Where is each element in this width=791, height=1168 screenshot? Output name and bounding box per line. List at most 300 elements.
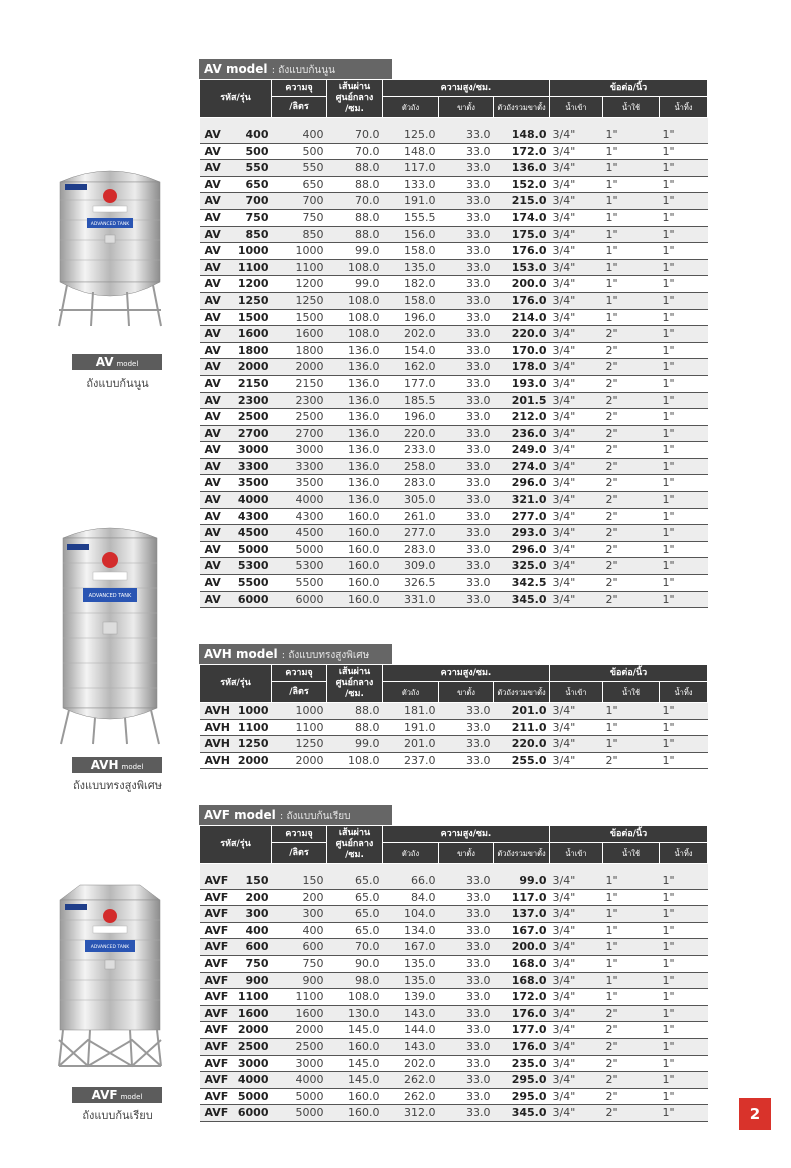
inlet-cell: 3/4": [550, 889, 603, 906]
leg-height-cell: 33.0: [439, 375, 494, 392]
model-prefix: AV: [204, 426, 221, 440]
model-prefix: AV: [204, 244, 221, 258]
leg-height-cell: 33.0: [439, 1022, 494, 1039]
col-height-body: ตัวถัง: [383, 843, 439, 864]
model-code-cell: [200, 209, 272, 226]
avh-table-body: [200, 703, 708, 769]
capacity-cell: 150: [272, 873, 327, 889]
diameter-cell: 136.0: [327, 492, 383, 509]
drain-cell: 1": [660, 1105, 708, 1122]
model-prefix: AVF: [204, 973, 229, 987]
model-prefix: AV: [204, 509, 221, 523]
leg-height-cell: 33.0: [439, 1038, 494, 1055]
body-height-cell: 201.0: [383, 736, 439, 753]
drain-cell: 1": [660, 1022, 708, 1039]
table-row: [200, 1022, 708, 1039]
model-code-cell: [200, 425, 272, 442]
diameter-cell: 136.0: [327, 442, 383, 459]
capacity-cell: 1200: [272, 276, 327, 293]
outlet-cell: 1": [603, 889, 660, 906]
drain-cell: 1": [660, 209, 708, 226]
diameter-cell: 108.0: [327, 752, 383, 769]
body-height-cell: 104.0: [383, 906, 439, 923]
diameter-cell: 88.0: [327, 226, 383, 243]
drain-cell: 1": [660, 873, 708, 889]
avh-caption-model: AVH: [90, 758, 119, 772]
total-height-cell: 220.0: [494, 326, 550, 343]
leg-height-cell: 33.0: [439, 226, 494, 243]
total-height-cell: 277.0: [494, 508, 550, 525]
outlet-cell: 2": [603, 392, 660, 409]
capacity-cell: 1100: [272, 719, 327, 736]
table-row: [200, 492, 708, 509]
model-code-cell: [200, 259, 272, 276]
table-row: [200, 1105, 708, 1122]
table-row: [200, 475, 708, 492]
table-row: [200, 276, 708, 293]
table-row: [200, 1072, 708, 1089]
table-row: [200, 458, 708, 475]
body-height-cell: 135.0: [383, 972, 439, 989]
outlet-cell: 2": [603, 508, 660, 525]
model-code-cell: [200, 243, 272, 260]
diameter-cell: 160.0: [327, 525, 383, 542]
inlet-cell: 3/4": [550, 1088, 603, 1105]
col-drain: น้ำทิ้ง: [660, 843, 708, 864]
model-number: 2300: [237, 393, 269, 407]
leg-height-cell: 33.0: [439, 243, 494, 260]
leg-height-cell: 33.0: [439, 906, 494, 923]
inlet-cell: 3/4": [550, 492, 603, 509]
col-diameter-unit: /ซม.: [345, 689, 364, 699]
avh-section: [199, 644, 707, 769]
table-row: [200, 143, 708, 160]
body-height-cell: 154.0: [383, 342, 439, 359]
model-prefix: AVF: [204, 1089, 229, 1103]
diameter-cell: 160.0: [327, 591, 383, 608]
body-height-cell: 117.0: [383, 160, 439, 177]
total-height-cell: 99.0: [494, 873, 550, 889]
inlet-cell: 3/4": [550, 309, 603, 326]
diameter-cell: 88.0: [327, 209, 383, 226]
leg-height-cell: 33.0: [439, 292, 494, 309]
leg-height-cell: 33.0: [439, 326, 494, 343]
drain-cell: 1": [660, 736, 708, 753]
model-code-cell: [200, 226, 272, 243]
leg-height-cell: 33.0: [439, 939, 494, 956]
avf-caption-text: ถังแบบก้นเรียบ: [82, 1109, 153, 1122]
capacity-cell: 900: [272, 972, 327, 989]
leg-height-cell: 33.0: [439, 409, 494, 426]
drain-cell: 1": [660, 425, 708, 442]
leg-height-cell: 33.0: [439, 276, 494, 293]
model-prefix: AVF: [204, 990, 229, 1004]
diameter-cell: 136.0: [327, 375, 383, 392]
diameter-cell: 108.0: [327, 259, 383, 276]
drain-cell: 1": [660, 127, 708, 143]
page-number-badge: 2: [739, 1098, 771, 1130]
model-number: 1250: [237, 737, 269, 751]
diameter-cell: 160.0: [327, 508, 383, 525]
diameter-cell: 108.0: [327, 309, 383, 326]
tank-brand-text: ADVANCED TANK: [88, 593, 132, 599]
drain-cell: 1": [660, 889, 708, 906]
table-row: [200, 1038, 708, 1055]
drain-cell: 1": [660, 525, 708, 542]
body-height-cell: 66.0: [383, 873, 439, 889]
leg-height-cell: 33.0: [439, 719, 494, 736]
model-prefix: AVF: [204, 1039, 229, 1053]
outlet-cell: 2": [603, 1022, 660, 1039]
total-height-cell: 170.0: [494, 342, 550, 359]
capacity-cell: 5300: [272, 558, 327, 575]
table-row: [200, 752, 708, 769]
model-code-cell: [200, 575, 272, 592]
model-code-cell: [200, 939, 272, 956]
inlet-cell: 3/4": [550, 525, 603, 542]
outlet-cell: 2": [603, 1038, 660, 1055]
capacity-cell: 1000: [272, 703, 327, 720]
model-number: 1250: [237, 293, 269, 307]
table-row: [200, 939, 708, 956]
table-row: [200, 292, 708, 309]
table-row: [200, 906, 708, 923]
col-height-total: ตัวถังรวมขาตั้ง: [494, 843, 550, 864]
outlet-cell: 1": [603, 193, 660, 210]
total-height-cell: 235.0: [494, 1055, 550, 1072]
diameter-cell: 160.0: [327, 541, 383, 558]
model-prefix: AV: [204, 410, 221, 424]
drain-cell: 1": [660, 409, 708, 426]
capacity-cell: 2000: [272, 1022, 327, 1039]
body-height-cell: 196.0: [383, 309, 439, 326]
body-height-cell: 156.0: [383, 226, 439, 243]
col-height-total: ตัวถังรวมขาตั้ง: [494, 97, 550, 118]
body-height-cell: 262.0: [383, 1072, 439, 1089]
col-diameter: เส้นผ่านศูนย์กลาง: [335, 828, 374, 849]
drain-cell: 1": [660, 442, 708, 459]
leg-height-cell: 33.0: [439, 972, 494, 989]
capacity-cell: 2500: [272, 1038, 327, 1055]
outlet-cell: 1": [603, 292, 660, 309]
capacity-cell: 700: [272, 193, 327, 210]
avf-spec-table: [199, 825, 708, 1122]
inlet-cell: 3/4": [550, 1072, 603, 1089]
col-fittings-group: ข้อต่อ/นิ้ว: [550, 80, 708, 97]
body-height-cell: 202.0: [383, 326, 439, 343]
body-height-cell: 233.0: [383, 442, 439, 459]
model-code-cell: [200, 1038, 272, 1055]
av-caption-box: [72, 354, 162, 370]
outlet-cell: 1": [603, 127, 660, 143]
capacity-cell: 4300: [272, 508, 327, 525]
capacity-cell: 5500: [272, 575, 327, 592]
col-height-group: ความสูง/ซม.: [383, 826, 550, 843]
inlet-cell: 3/4": [550, 209, 603, 226]
diameter-cell: 88.0: [327, 176, 383, 193]
table-row: [200, 359, 708, 376]
outlet-cell: 2": [603, 1105, 660, 1122]
leg-height-cell: 33.0: [439, 1005, 494, 1022]
outlet-cell: 2": [603, 475, 660, 492]
tank-brand-text: ADVANCED TANK: [90, 222, 130, 227]
capacity-cell: 1600: [272, 1005, 327, 1022]
model-number: 2700: [237, 426, 269, 440]
table-row: [200, 955, 708, 972]
tank-brand-text: ADVANCED TANK: [90, 945, 130, 950]
avf-tank-image: [55, 880, 165, 1070]
col-capacity: ความจุ: [272, 665, 327, 682]
model-prefix: AVF: [204, 874, 229, 887]
model-code-cell: [200, 955, 272, 972]
capacity-cell: 400: [272, 922, 327, 939]
leg-height-cell: 33.0: [439, 342, 494, 359]
model-number: 200: [245, 890, 269, 904]
inlet-cell: 3/4": [550, 541, 603, 558]
model-code-cell: [200, 176, 272, 193]
total-height-cell: 214.0: [494, 309, 550, 326]
inlet-cell: 3/4": [550, 326, 603, 343]
inlet-cell: 3/4": [550, 906, 603, 923]
inlet-cell: 3/4": [550, 259, 603, 276]
model-prefix: AV: [204, 128, 221, 141]
avf-section: [199, 805, 707, 1122]
drain-cell: 1": [660, 309, 708, 326]
body-height-cell: 135.0: [383, 259, 439, 276]
drain-cell: 1": [660, 906, 708, 923]
capacity-cell: 1250: [272, 292, 327, 309]
table-row: [200, 392, 708, 409]
total-height-cell: 325.0: [494, 558, 550, 575]
model-prefix: AV: [204, 293, 221, 307]
table-row: [200, 736, 708, 753]
diameter-cell: 88.0: [327, 719, 383, 736]
diameter-cell: 136.0: [327, 342, 383, 359]
model-number: 2000: [237, 1023, 269, 1037]
outlet-cell: 2": [603, 326, 660, 343]
outlet-cell: 1": [603, 176, 660, 193]
model-prefix: AVH: [204, 753, 230, 767]
model-code-cell: [200, 160, 272, 177]
body-height-cell: 167.0: [383, 939, 439, 956]
inlet-cell: 3/4": [550, 1105, 603, 1122]
leg-height-cell: 33.0: [439, 259, 494, 276]
diameter-cell: 108.0: [327, 326, 383, 343]
table-row: [200, 375, 708, 392]
capacity-cell: 1250: [272, 736, 327, 753]
model-number: 4300: [237, 509, 269, 523]
model-number: 750: [245, 956, 269, 970]
model-code-cell: [200, 906, 272, 923]
inlet-cell: 3/4": [550, 392, 603, 409]
drain-cell: 1": [660, 508, 708, 525]
model-prefix: AV: [204, 443, 221, 457]
model-prefix: AVH: [204, 704, 230, 717]
diameter-cell: 160.0: [327, 1038, 383, 1055]
diameter-cell: 136.0: [327, 475, 383, 492]
total-height-cell: 168.0: [494, 972, 550, 989]
capacity-cell: 750: [272, 955, 327, 972]
model-prefix: AVF: [204, 907, 229, 921]
inlet-cell: 3/4": [550, 955, 603, 972]
col-drain: น้ำทิ้ง: [660, 682, 708, 703]
leg-height-cell: 33.0: [439, 458, 494, 475]
outlet-cell: 1": [603, 873, 660, 889]
table-row: [200, 1088, 708, 1105]
av-title: AV model: [204, 62, 268, 76]
model-number: 1500: [237, 310, 269, 324]
body-height-cell: 158.0: [383, 292, 439, 309]
col-inlet: น้ำเข้า: [550, 682, 603, 703]
total-height-cell: 176.0: [494, 1038, 550, 1055]
model-code-cell: [200, 292, 272, 309]
inlet-cell: 3/4": [550, 425, 603, 442]
model-number: 4500: [237, 526, 269, 540]
table-row: [200, 425, 708, 442]
drain-cell: 1": [660, 752, 708, 769]
model-prefix: AV: [204, 260, 221, 274]
leg-height-cell: 33.0: [439, 392, 494, 409]
drain-cell: 1": [660, 160, 708, 177]
table-row: [200, 575, 708, 592]
col-capacity: ความจุ: [272, 80, 327, 97]
model-code-cell: [200, 1088, 272, 1105]
col-drain: น้ำทิ้ง: [660, 97, 708, 118]
outlet-cell: 2": [603, 359, 660, 376]
total-height-cell: 193.0: [494, 375, 550, 392]
model-code-cell: [200, 475, 272, 492]
table-row: [200, 508, 708, 525]
model-number: 3500: [237, 476, 269, 490]
drain-cell: 1": [660, 591, 708, 608]
table-row: [200, 309, 708, 326]
inlet-cell: 3/4": [550, 1055, 603, 1072]
outlet-cell: 1": [603, 143, 660, 160]
leg-height-cell: 33.0: [439, 359, 494, 376]
capacity-cell: 2500: [272, 409, 327, 426]
model-code-cell: [200, 276, 272, 293]
model-number: 1100: [237, 720, 269, 734]
model-code-cell: [200, 922, 272, 939]
total-height-cell: 200.0: [494, 939, 550, 956]
inlet-cell: 3/4": [550, 226, 603, 243]
col-code: รหัส/รุ่น: [200, 80, 272, 118]
table-row: [200, 326, 708, 343]
model-code-cell: [200, 309, 272, 326]
leg-height-cell: 33.0: [439, 989, 494, 1006]
model-prefix: AVF: [204, 1073, 229, 1087]
leg-height-cell: 33.0: [439, 143, 494, 160]
inlet-cell: 3/4": [550, 475, 603, 492]
model-prefix: AV: [204, 343, 221, 357]
inlet-cell: 3/4": [550, 508, 603, 525]
table-row: [200, 226, 708, 243]
body-height-cell: 134.0: [383, 922, 439, 939]
inlet-cell: 3/4": [550, 292, 603, 309]
leg-height-cell: 33.0: [439, 922, 494, 939]
leg-height-cell: 33.0: [439, 1105, 494, 1122]
outlet-cell: 2": [603, 342, 660, 359]
model-prefix: AV: [204, 526, 221, 540]
capacity-cell: 5000: [272, 541, 327, 558]
capacity-cell: 2000: [272, 752, 327, 769]
col-height-legs: ขาตั้ง: [439, 843, 494, 864]
table-row: [200, 525, 708, 542]
drain-cell: 1": [660, 458, 708, 475]
body-height-cell: 139.0: [383, 989, 439, 1006]
total-height-cell: 215.0: [494, 193, 550, 210]
inlet-cell: 3/4": [550, 1038, 603, 1055]
capacity-cell: 2000: [272, 359, 327, 376]
model-prefix: AV: [204, 476, 221, 490]
table-row: [200, 193, 708, 210]
model-code-cell: [200, 525, 272, 542]
outlet-cell: 2": [603, 442, 660, 459]
drain-cell: 1": [660, 719, 708, 736]
total-height-cell: 200.0: [494, 276, 550, 293]
drain-cell: 1": [660, 342, 708, 359]
model-prefix: AVH: [204, 720, 230, 734]
model-code-cell: [200, 873, 272, 889]
inlet-cell: 3/4": [550, 127, 603, 143]
capacity-cell: 4500: [272, 525, 327, 542]
model-number: 750: [245, 210, 269, 224]
outlet-cell: 1": [603, 906, 660, 923]
inlet-cell: 3/4": [550, 939, 603, 956]
table-row: [200, 989, 708, 1006]
model-code-cell: [200, 736, 272, 753]
outlet-cell: 1": [603, 309, 660, 326]
model-number: 4000: [237, 1073, 269, 1087]
drain-cell: 1": [660, 492, 708, 509]
leg-height-cell: 33.0: [439, 541, 494, 558]
model-code-cell: [200, 972, 272, 989]
diameter-cell: 70.0: [327, 193, 383, 210]
avf-title: AVF model: [204, 808, 276, 822]
drain-cell: 1": [660, 955, 708, 972]
inlet-cell: 3/4": [550, 375, 603, 392]
leg-height-cell: 33.0: [439, 1055, 494, 1072]
drain-cell: 1": [660, 558, 708, 575]
body-height-cell: 182.0: [383, 276, 439, 293]
leg-height-cell: 33.0: [439, 873, 494, 889]
inlet-cell: 3/4": [550, 972, 603, 989]
diameter-cell: 90.0: [327, 955, 383, 972]
model-prefix: AVF: [204, 890, 229, 904]
inlet-cell: 3/4": [550, 458, 603, 475]
drain-cell: 1": [660, 1072, 708, 1089]
leg-height-cell: 33.0: [439, 442, 494, 459]
model-number: 1200: [237, 277, 269, 291]
model-number: 3000: [237, 1056, 269, 1070]
model-number: 150: [245, 874, 269, 887]
total-height-cell: 249.0: [494, 442, 550, 459]
diameter-cell: 145.0: [327, 1022, 383, 1039]
avf-caption-model: AVF: [91, 1088, 118, 1102]
col-capacity-unit: /ลิตร: [272, 843, 327, 864]
avf-table-body: [200, 864, 708, 1122]
model-number: 6000: [237, 592, 269, 606]
drain-cell: 1": [660, 1055, 708, 1072]
body-height-cell: 261.0: [383, 508, 439, 525]
model-prefix: AVF: [204, 956, 229, 970]
capacity-cell: 1800: [272, 342, 327, 359]
model-number: 600: [245, 940, 269, 954]
av-subtitle: : ถังแบบก้นนูน: [271, 65, 335, 76]
outlet-cell: 1": [603, 160, 660, 177]
total-height-cell: 153.0: [494, 259, 550, 276]
leg-height-cell: 33.0: [439, 160, 494, 177]
